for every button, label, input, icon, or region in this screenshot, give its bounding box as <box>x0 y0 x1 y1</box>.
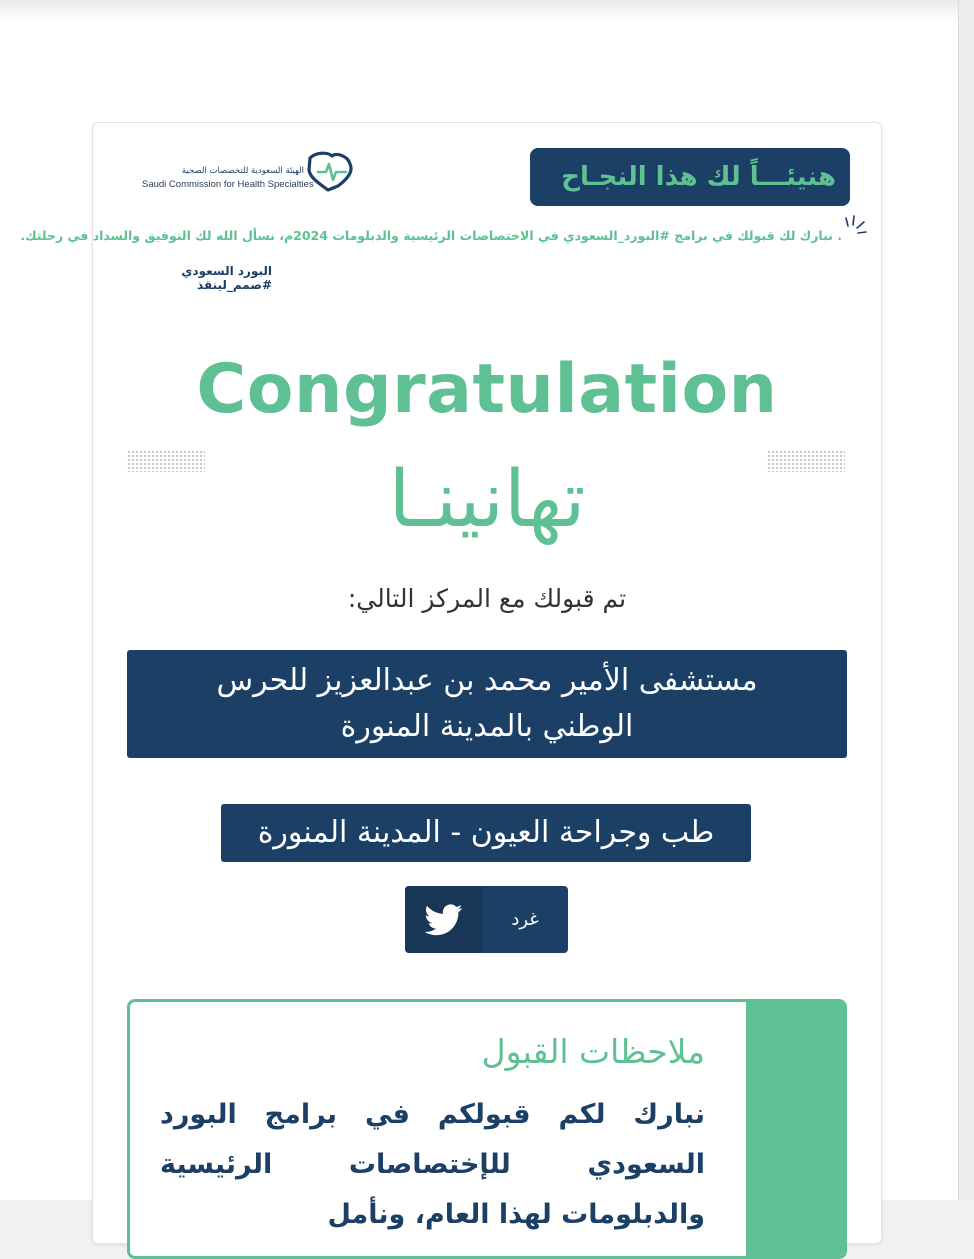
tweet-button[interactable] <box>405 886 568 953</box>
hashtags: البورد السعودي #صمم_لينقذ <box>181 264 272 292</box>
scrollbar-track[interactable] <box>958 0 974 1200</box>
specialty-name: طب وجراحة العيون - المدينة المنورة <box>221 804 751 862</box>
logo-arabic-name: الهيئة السعودية للتخصصات الصحية <box>181 166 304 176</box>
twitter-icon <box>425 904 463 936</box>
tweet-icon-area <box>405 886 482 953</box>
congratulation-title-english: Congratulation <box>196 350 778 429</box>
congratulation-title-arabic: تهانينـا <box>388 455 586 545</box>
congratulation-message: . نبارك لك قبولك في برامج #البورد_السعودي في الاختصاصات الرئيسية والدبلومات 2024م، نسأل الله لك التوفيق والسداد في رحلتك. <box>20 228 842 243</box>
sparkle-icon <box>844 214 868 240</box>
accepted-center-label: تم قبولك مع المركز التالي: <box>347 584 627 613</box>
notes-body: نبارك لكم قبولكم في برامج البورد السعودي للإختصاصات الرئيسية والدبلومات لهذا العام، ونأمل <box>160 1099 705 1230</box>
success-banner: هنيئـــاً لك هذا النجـاح <box>530 148 850 206</box>
top-shadow <box>0 0 974 20</box>
scfhs-logo <box>140 150 360 194</box>
training-center-name: مستشفى الأمير محمد بن عبدالعزيز للحرس الوطني بالمدينة المنورة <box>127 650 847 758</box>
tweet-button-label: غرد <box>511 909 539 930</box>
scfhs-logo-icon <box>306 150 356 194</box>
notes-accent-strip <box>746 1002 844 1256</box>
acceptance-notes-panel <box>127 999 847 1259</box>
notes-title: ملاحظات القبول <box>481 1032 705 1071</box>
logo-english-name: Saudi Commission for Health Specialties <box>142 179 314 190</box>
